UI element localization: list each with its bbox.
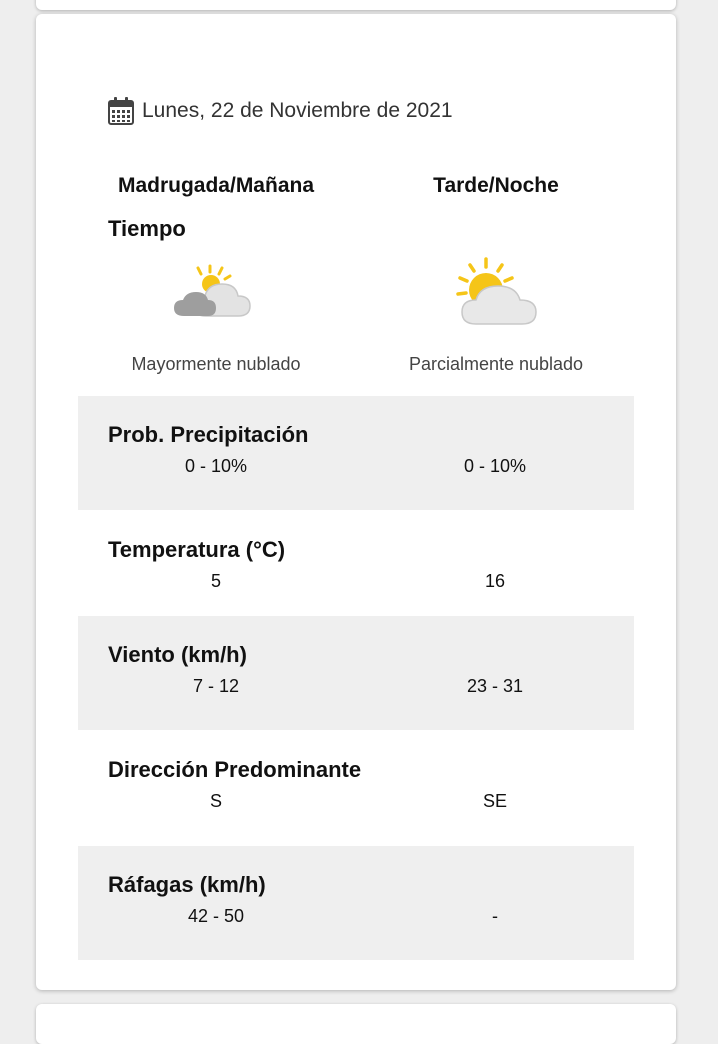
row-title: Temperatura (°C) <box>108 537 286 562</box>
row-value-morning: 42 - 50 <box>187 906 245 926</box>
row-value-morning: 7 - 12 <box>192 676 240 696</box>
date-row <box>108 96 453 126</box>
row-title: Viento (km/h) <box>108 642 247 667</box>
row-value-morning: S <box>209 791 222 811</box>
wind-direction-row <box>78 731 634 845</box>
forecast-date: Lunes, 22 de Noviembre de 2021 <box>142 99 453 122</box>
precipitation-row <box>78 396 634 510</box>
weather-section-title: Tiempo <box>108 216 186 241</box>
column-header-evening: Tarde/Noche <box>433 174 559 197</box>
row-value-evening: 23 - 31 <box>466 676 524 696</box>
row-value-evening: 16 <box>484 571 506 591</box>
row-title: Prob. Precipitación <box>108 422 309 447</box>
temperature-row <box>78 511 634 625</box>
weather-label-evening: Parcialmente nublado <box>408 354 584 374</box>
previous-card <box>36 0 676 10</box>
next-card <box>36 1004 676 1044</box>
row-value-morning: 5 <box>210 571 221 591</box>
column-header-morning: Madrugada/Mañana <box>117 174 315 197</box>
calendar-icon <box>108 97 134 125</box>
mostly-cloudy-icon <box>170 262 266 322</box>
row-title: Ráfagas (km/h) <box>108 872 266 897</box>
forecast-card <box>36 14 676 990</box>
row-value-evening: SE <box>482 791 507 811</box>
row-title: Dirección Predominante <box>108 757 362 782</box>
partly-cloudy-icon <box>448 256 544 328</box>
row-value-morning: 0 - 10% <box>184 456 248 476</box>
row-value-evening: 0 - 10% <box>463 456 527 476</box>
wind-row <box>78 616 634 730</box>
gusts-row <box>78 846 634 960</box>
row-value-evening: - <box>492 906 498 926</box>
weather-label-morning: Mayormente nublado <box>131 354 301 374</box>
